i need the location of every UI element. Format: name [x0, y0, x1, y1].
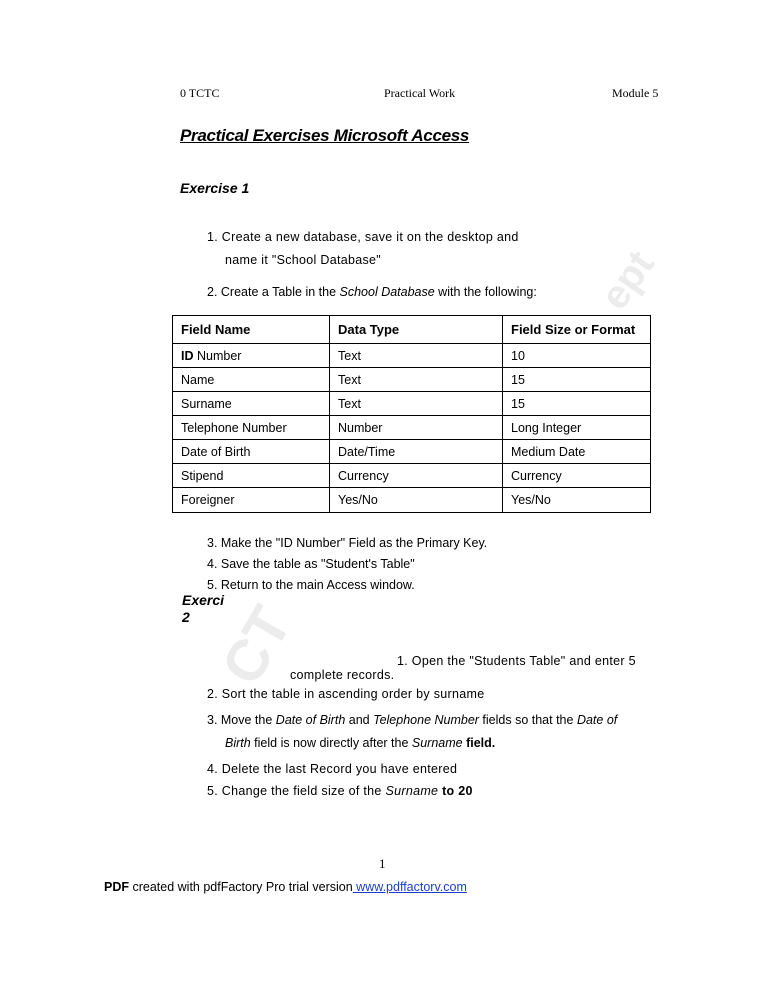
table-cell: Yes/No: [503, 488, 651, 513]
table-cell: 15: [503, 368, 651, 392]
table-header-row: [173, 316, 651, 344]
fields-table: [172, 315, 651, 513]
table-cell: Text: [330, 368, 503, 392]
table-row: [173, 416, 651, 440]
table-header-cell: Field Size or Format: [503, 316, 651, 344]
watermark-bottom: CT: [209, 595, 305, 696]
ex2-step5: 5. Change the field size of the Surname to 20: [207, 784, 473, 798]
table-row: [173, 368, 651, 392]
table-cell: Foreigner: [173, 488, 330, 513]
pdffactory-link[interactable]: www.pdffactorv.com: [352, 880, 467, 894]
table-cell: Medium Date: [503, 440, 651, 464]
table-row: [173, 440, 651, 464]
ex2-step4: 4. Delete the last Record you have entered: [207, 762, 458, 776]
watermark-top: ept: [592, 243, 663, 318]
table-cell: Currency: [330, 464, 503, 488]
table-cell: Text: [330, 392, 503, 416]
table-header-cell: Field Name: [173, 316, 330, 344]
pdf-footer: PDF created with pdfFactory Pro trial version www.pdffactorv.com: [104, 880, 467, 894]
table-row: [173, 488, 651, 513]
ex1-step1-line2: name it "School Database": [225, 253, 382, 267]
ex2-step1-line2: complete records.: [290, 668, 395, 682]
header-right: Module 5: [612, 86, 659, 100]
table-row: [173, 464, 651, 488]
ex2-step2: 2. Sort the table in ascending order by surname: [207, 687, 485, 701]
ex1-step4: 4. Save the table as "Student's Table": [207, 557, 415, 571]
ex1-step2: 2. Create a Table in the School Database with the following:: [207, 285, 537, 299]
table-cell: Date of Birth: [173, 440, 330, 464]
ex2-step1-line1: 1. Open the "Students Table" and enter 5: [397, 654, 636, 668]
page-number: 1: [379, 856, 386, 871]
page-title: Practical Exercises Microsoft Access: [180, 126, 470, 145]
ex1-step1-line1: 1. Create a new database, save it on the desktop and: [207, 230, 519, 244]
table-cell: Stipend: [173, 464, 330, 488]
table-cell: ID Number: [173, 344, 330, 368]
table-row: [173, 392, 651, 416]
header-left: 0 TCTC: [180, 86, 220, 100]
exercise2-heading: Exerci 2: [182, 592, 225, 625]
table-cell: Currency: [503, 464, 651, 488]
table-cell: 10: [503, 344, 651, 368]
table-cell: Yes/No: [330, 488, 503, 513]
table-header-cell: Data Type: [330, 316, 503, 344]
table-cell: Text: [330, 344, 503, 368]
table-cell: Telephone Number: [173, 416, 330, 440]
table-row: [173, 344, 651, 368]
ex1-step3: 3. Make the "ID Number" Field as the Primary Key.: [207, 536, 488, 550]
table-cell: Number: [330, 416, 503, 440]
ex2-step3-line1: 3. Move the Date of Birth and Telephone Number fields so that the Date of: [207, 713, 618, 727]
table-cell: Long Integer: [503, 416, 651, 440]
exercise1-heading: Exercise 1: [180, 180, 250, 196]
table-cell: Date/Time: [330, 440, 503, 464]
header-center: Practical Work: [384, 86, 456, 100]
table-cell: Name: [173, 368, 330, 392]
table-cell: 15: [503, 392, 651, 416]
ex1-step5: 5. Return to the main Access window.: [207, 578, 415, 592]
table-cell: Surname: [173, 392, 330, 416]
ex2-step3-line2: Birth field is now directly after the Surname field.: [225, 736, 496, 750]
